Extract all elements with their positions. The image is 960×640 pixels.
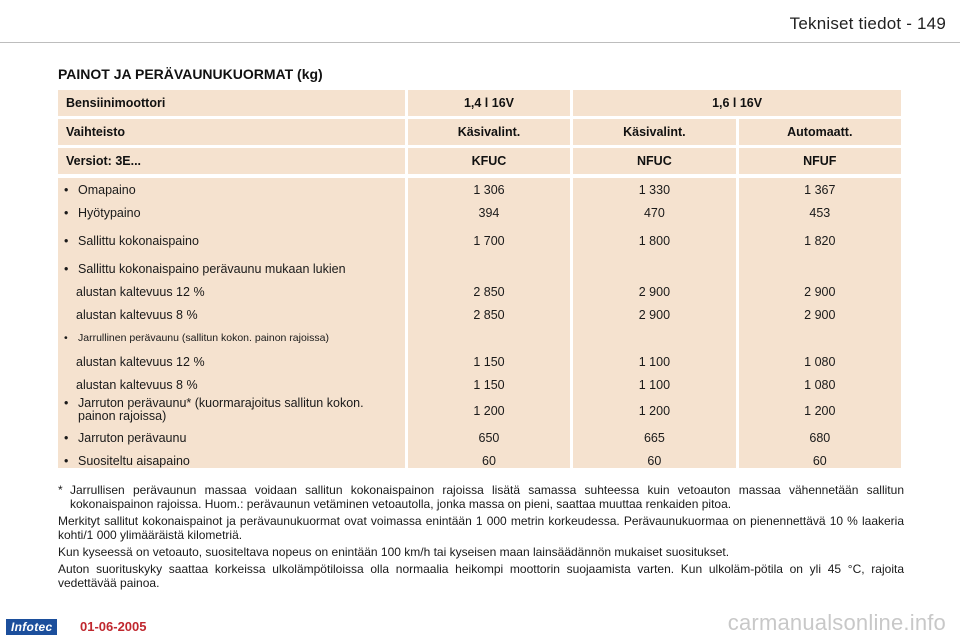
table-cell-value: 453: [809, 206, 831, 220]
gearbox-row: [58, 119, 901, 145]
footnote-text: Jarrullisen perävaunun massaa voidaan sallitun kokonaispainon rajoissa lisätä samassa suhteessa kuin vetoauton massaa vähennetään sallitun kokonaispainon rajoissa. Huom.: perävaunun vetäminen vetoautolla, jonka massa on pieni, saattaa muuttaa renkaiden pitoa.: [70, 483, 904, 511]
table-row-label: [58, 181, 405, 199]
version-col1: KFUC: [408, 148, 570, 174]
table-row-label: [58, 429, 405, 447]
table-cell-value: 1 800: [638, 234, 671, 248]
row-label-text: Hyötypaino: [78, 206, 141, 220]
table-cell-value: 394: [478, 206, 500, 220]
row-label-text: alustan kaltevuus 8 %: [76, 378, 198, 392]
table-cell-value: 60: [482, 454, 496, 468]
table-cell-value: [573, 329, 735, 347]
table-cell-value: 650: [478, 431, 500, 445]
table-cell-value: 1 200: [638, 404, 671, 418]
table-cell-value: 1 820: [804, 234, 836, 248]
note-speed: Kun kyseessä on vetoauto, suositeltava nopeus on enintään 100 km/h tai kyseisen maan lainsäädännön mukaiset suositukset.: [58, 545, 730, 559]
gearbox-col1: Käsivalint.: [408, 119, 570, 145]
table-cell-value: 1 100: [638, 355, 671, 369]
table-cell-value: 1 306: [473, 183, 505, 197]
row-label-text: alustan kaltevuus 8 %: [76, 308, 198, 322]
section-title: PAINOT JA PERÄVAUNUKUORMAT (kg): [58, 66, 323, 82]
table-cell-value: 1 200: [473, 404, 505, 418]
table-row-label: [58, 397, 405, 425]
gearbox-col3: Automaatt.: [739, 119, 901, 145]
row-label-text: alustan kaltevuus 12 %: [76, 355, 205, 369]
table-cell-value: 1 367: [804, 183, 836, 197]
table-cell-value: [573, 260, 735, 278]
engine-merged: 1,6 l 16V: [573, 90, 901, 116]
row-label-text: Sallittu kokonaispaino: [78, 234, 199, 248]
row-label-text: Jarrullinen perävaunu (sallitun kokon. painon rajoissa): [78, 332, 329, 344]
table-cell-value: 1 100: [638, 378, 671, 392]
row-label-text: Omapaino: [78, 183, 136, 197]
table-row-label: [58, 329, 405, 347]
bullet: •: [64, 431, 69, 445]
infotec-logo: Infotec: [6, 619, 57, 635]
table-body: [58, 178, 901, 468]
table-cell-value: 2 900: [638, 308, 671, 322]
table-cell-value: 1 700: [473, 234, 505, 248]
table-row-label: [58, 376, 405, 394]
footnote-star: *: [58, 483, 63, 497]
table-cell-value: 2 900: [804, 285, 836, 299]
table-row-label: [58, 232, 405, 250]
table-cell-value: [739, 329, 901, 347]
table-row-label: [58, 283, 405, 301]
table-row-label: [58, 204, 405, 222]
table-cell-value: 680: [809, 431, 831, 445]
table-cell-value: 60: [812, 454, 827, 468]
table-cell-value: 2 850: [473, 308, 505, 322]
value-column-1: [408, 178, 570, 468]
table-cell-value: 2 900: [804, 308, 836, 322]
bullet: •: [64, 262, 69, 276]
footnote: [58, 483, 904, 511]
version-col2: NFUC: [573, 148, 735, 174]
notes: [58, 483, 904, 593]
engine-row: [58, 90, 901, 116]
table-row-label: [58, 306, 405, 324]
table-cell-value: [408, 329, 570, 347]
table-cell-value: 1 330: [638, 183, 671, 197]
version-label: Versiot: 3E...: [58, 148, 405, 174]
watermark: carmanualsonline.info: [727, 610, 946, 635]
row-label-text: Jarruton perävaunu* (kuormarajoitus sallitun kokon. painon rajoissa): [78, 396, 364, 423]
version-col3: NFUF: [739, 148, 901, 174]
table-cell-value: [408, 260, 570, 278]
table-row-label: [58, 353, 405, 371]
header-divider: [0, 42, 960, 43]
bullet: •: [64, 454, 69, 468]
table-cell-value: 1 080: [804, 378, 836, 392]
table-cell-value: 1 200: [804, 404, 836, 418]
table-cell-value: [739, 260, 901, 278]
table-cell-value: 665: [643, 431, 665, 445]
bullet: •: [64, 183, 69, 197]
engine-col1: 1,4 l 16V: [408, 90, 570, 116]
table-cell-value: 1 080: [804, 355, 836, 369]
row-label-text: Jarruton perävaunu: [78, 431, 187, 445]
value-column-3: [739, 178, 901, 468]
table-cell-value: 60: [647, 454, 662, 468]
table-cell-value: 1 150: [473, 355, 505, 369]
bullet: •: [64, 206, 69, 220]
bullet: •: [64, 332, 68, 344]
bullet: •: [64, 396, 69, 410]
note-altitude: Merkityt sallitut kokonaispainot ja perävaunukuormat ovat voimassa enintään 1 000 metrin korkeudessa. Perävaunukuormaa on pienennettävä 10 % laakeria kohti/1 000 ylimääräistä kilometriä.: [58, 514, 904, 542]
gearbox-col2: Käsivalint.: [573, 119, 735, 145]
gearbox-label: Vaihteisto: [58, 119, 405, 145]
weights-table: [58, 90, 901, 468]
note-temperature: Auton suorituskyky saattaa korkeissa ulkolämpötiloissa olla normaalia heikompi moottorin suojaamista varten. Kun ulkoläm-pötila on yli 45 °C, rajoita vedettävää painoa.: [58, 562, 904, 590]
table-cell-value: 470: [643, 206, 665, 220]
label-column: [58, 178, 405, 468]
bullet: •: [64, 234, 69, 248]
footer-date: 01-06-2005: [80, 619, 147, 634]
table-cell-value: 1 150: [473, 378, 505, 392]
table-row-label: [58, 452, 405, 470]
engine-label: Bensiinimoottori: [58, 90, 405, 116]
table-row-label: [58, 260, 405, 278]
table-cell-value: 2 900: [638, 285, 671, 299]
version-row: [58, 148, 901, 174]
value-column-2: [573, 178, 735, 468]
row-label-text: Sallittu kokonaispaino perävaunu mukaan lukien: [78, 262, 346, 276]
row-label-text: Suositeltu aisapaino: [78, 454, 190, 468]
page-header-title: Tekniset tiedot - 149: [789, 14, 946, 33]
table-cell-value: 2 850: [473, 285, 505, 299]
row-label-text: alustan kaltevuus 12 %: [76, 285, 205, 299]
